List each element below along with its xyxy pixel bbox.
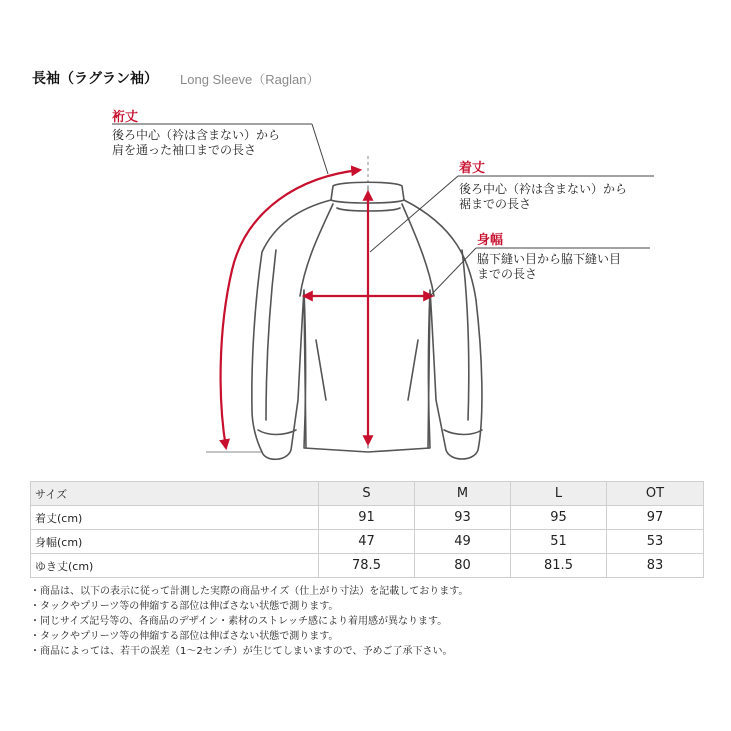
table-header-cell: S	[319, 482, 415, 506]
sleeve-length-label: 裄丈	[112, 110, 139, 125]
body-length-label: 着丈	[459, 161, 486, 176]
note-line: ・タックやプリーツ等の伸縮する部位は伸ばさない状態で測ります。	[30, 601, 339, 612]
table-cell: 78.5	[319, 554, 415, 578]
note-line: ・タックやプリーツ等の伸縮する部位は伸ばさない状態で測ります。	[30, 631, 339, 642]
table-cell: 81.5	[511, 554, 607, 578]
table-header-cell: M	[415, 482, 511, 506]
note-line: ・商品によっては、若干の誤差（1〜2センチ）が生じてしまいますので、予めご了承下さい。	[30, 646, 453, 657]
size-notes	[30, 584, 468, 659]
table-header-cell: サイズ	[31, 482, 319, 506]
page-title: 長袖（ラグラン袖）	[32, 71, 158, 87]
table-header-cell: OT	[607, 482, 704, 506]
table-cell: 47	[319, 530, 415, 554]
table-cell: 80	[415, 554, 511, 578]
guide-lines	[206, 156, 368, 452]
table-row	[31, 530, 704, 554]
sleeve-length-description: 後ろ中心（衿は含まない）から 肩を通った袖口までの長さ	[112, 128, 281, 157]
page-subtitle: Long Sleeve（Raglan）	[180, 72, 320, 87]
note-line: ・同じサイズ記号等の、各商品のデザイン・素材のストレッチ感により着用感が異なります。	[30, 616, 448, 627]
body-width-description: 脇下縫い目から脇下縫い目 までの長さ	[477, 252, 622, 281]
table-cell: 93	[415, 506, 511, 530]
table-row	[31, 506, 704, 530]
size-table	[30, 481, 704, 578]
table-cell: 97	[607, 506, 704, 530]
table-header-cell: L	[511, 482, 607, 506]
sleeve-length-arrow	[221, 170, 360, 448]
body-length-description: 後ろ中心（衿は含まない）から 裾までの長さ	[459, 182, 628, 211]
table-cell: 51	[511, 530, 607, 554]
table-cell: ゆき丈(cm)	[31, 554, 319, 578]
table-header-row	[31, 482, 704, 506]
table-cell: 49	[415, 530, 511, 554]
table-cell: 95	[511, 506, 607, 530]
body-width-label: 身幅	[477, 233, 504, 248]
table-cell: 83	[607, 554, 704, 578]
table-cell: 着丈(cm)	[31, 506, 319, 530]
table-row	[31, 554, 704, 578]
note-line: ・商品は、以下の表示に従って計測した実際の商品サイズ（仕上がり寸法）を記載しております。	[30, 586, 469, 597]
table-cell: 身幅(cm)	[31, 530, 319, 554]
table-cell: 53	[607, 530, 704, 554]
table-cell: 91	[319, 506, 415, 530]
